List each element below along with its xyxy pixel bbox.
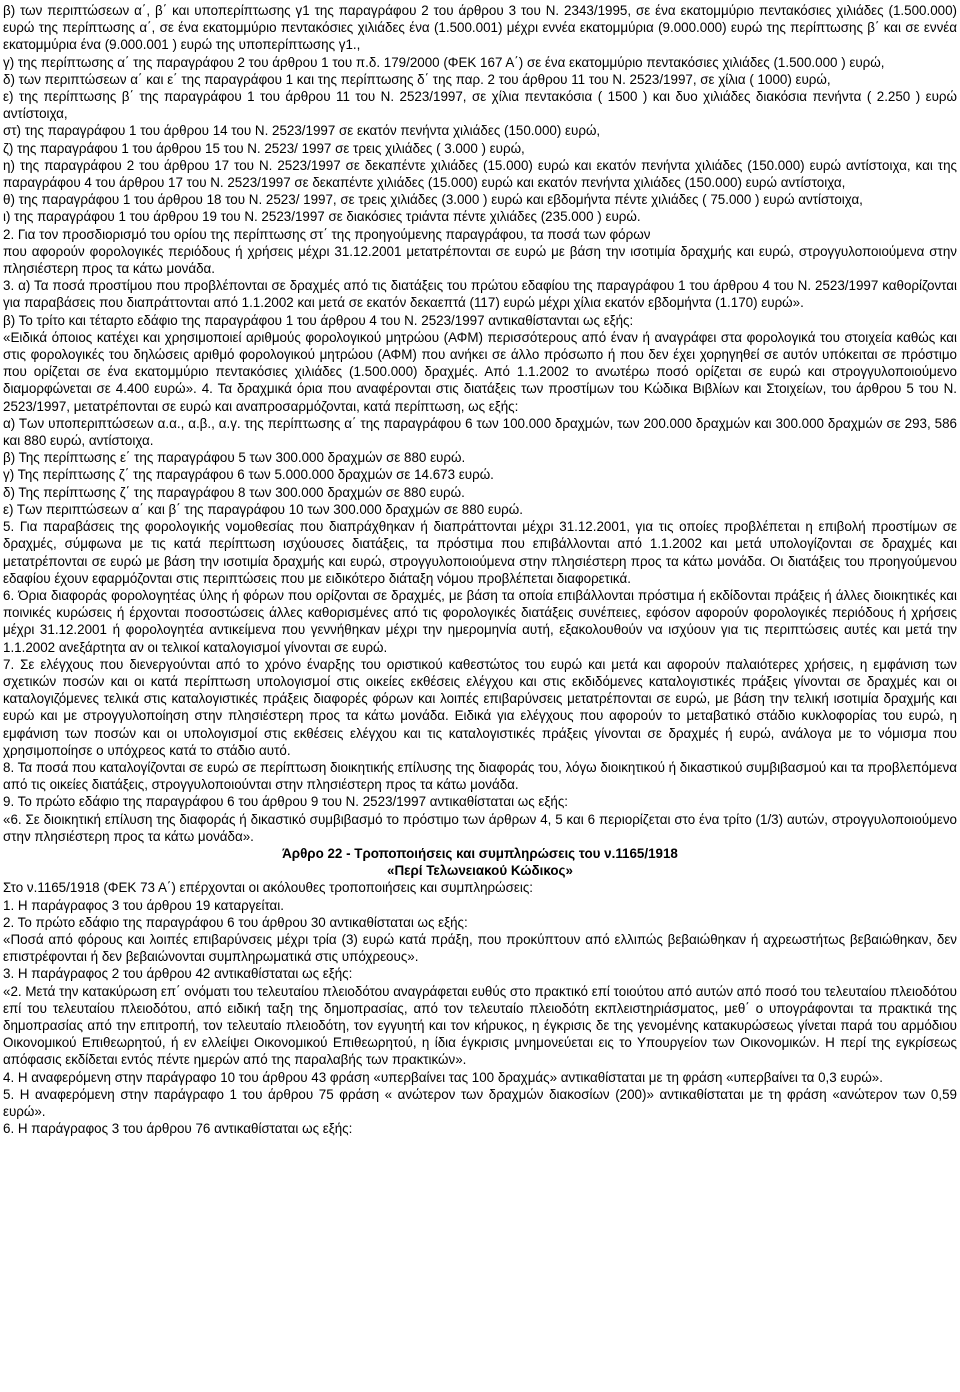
paragraph: 4. Η αναφερόμενη στην παράγραφο 10 του άρθρου 43 φράση «υπερβαίνει τας 100 δραχμάς» αντικαθίσταται με τη φράση «υπερβαίνει τα 0,3 ευρώ». bbox=[3, 1069, 883, 1085]
paragraph: 7. Σε ελέγχους που διενεργούνται από το χρόνο έναρξης του οριστικού καθεστώτος του ευρώ και μετά και αφορούν παλαιότερες χρήσεις, η εμφάνιση των σχετικών ποσών και οι κατά περίπτωση υπολογισμοί στις οικείες εκθέσεις ελέγχου και στις εκδιδόμενες καταλογιστικές πράξεις γίνονται σε δραχμές και οι καταλογιζόμενες τελικά στις καταλογιστικές πράξεις διαφορές φόρων και λοιπές επιβαρύνσεις μετατρέπονται σε ευρώ, με βάση την τελική ισοτιμία δραχμής και ευρώ και με στρογγυλοποίηση στην πλησιέστερη προς τα κάτω μονάδα. Ειδικά για ελέγχους που αφορούν το μεταβατικό στάδιο κυκλοφορίας του ευρώ, η εμφάνιση των ποσών και οι υπολογισμοί στις εκθέσεις ελέγχου και τις καταλογιστικές πράξεις γίνονται σε δραχμές ή ευρώ, ανάλογα με το νόμισμα που χρησιμοποίησε ο υπόχρεος κατά το στάδιο αυτό. bbox=[3, 656, 957, 758]
paragraph: «6. Σε διοικητική επίλυση της διαφοράς ή δικαστικό συμβιβασμό το πρόστιμο των άρθρων 4, 5 και 6 περιορίζεται στο ένα τρίτο (1/3) αυτών, στρογγυλοποιούμενο στην πλησιέστερη προς τα κάτω μονάδα». bbox=[3, 811, 957, 844]
paragraph: ζ) της παραγράφου 1 του άρθρου 15 του Ν. 2523/ 1997 σε τρεις χιλιάδες ( 3.000 ) ευρώ, bbox=[3, 140, 525, 156]
paragraph: γ) της περίπτωσης α΄ της παραγράφου 2 του άρθρου 1 του π.δ. 179/2000 (ΦΕΚ 167 Α΄) σε ένα εκατομμύριο πεντακόσιες χιλιάδες (1.500.000 ) ευρώ, bbox=[3, 54, 885, 70]
article-heading: «Περί Τελωνειακού Κώδικος» bbox=[387, 863, 573, 879]
paragraph: δ) των περιπτώσεων α΄ και ε΄ της παραγράφου 1 και της περίπτωσης δ΄ της παρ. 2 του άρθρου 11 του Ν. 2523/1997, σε χίλια ( 1000) ευρώ, bbox=[3, 71, 831, 87]
paragraph: γ) Της περίπτωσης ζ΄ της παραγράφου 6 των 5.000.000 δραχμών σε 14.673 ευρώ. bbox=[3, 467, 494, 483]
paragraph: «Ποσά από φόρους και λοιπές επιβαρύνσεις μέχρι τρία (3) ευρώ κατά πράξη, που προκύπτουν από ελλιπώς βεβαιώθηκαν ή αχρεωστήτως βεβαιώθηκαν, δεν επιστρέφονται ή δεν βεβαιώνονται συμπληρωματικά στις υπόχρεους». bbox=[3, 931, 957, 965]
paragraph: β) Της περίπτωσης ε΄ της παραγράφου 5 των 300.000 δραχμών σε 880 ευρώ. bbox=[3, 450, 466, 466]
paragraph: 2. Για τον προσδιορισμό του ορίου της περίπτωσης στ΄ της προηγούμενης παραγράφου, τα ποσά των φόρων bbox=[3, 226, 651, 242]
paragraph: 3. α) Τα ποσά προστίμου που προβλέπονται σε δραχμές από τις διατάξεις του πρώτου εδαφίου της παραγράφου 1 του άρθρου 4 του Ν. 2523/1997 καθορίζονται για παραβάσεις που διαπράττονται από 1.1.2002 και μετά σε εκατόν δεκαεπτά (117) ευρώ μέχρι χίλια εκατόν εβδομήντα (1.170) ευρώ». bbox=[3, 278, 957, 311]
paragraph: 8. Τα ποσά που καταλογίζονται σε ευρώ σε περίπτωση διοικητικής επίλυσης της διαφοράς του, λόγω διοικητικού ή δικαστικού συμβιβασμού και τα προβλεπόμενα από τις οικείες διατάξεις, στρογγυλοποιούνται στην πλησιέστερη προς τα κάτω μονάδα. bbox=[3, 759, 957, 793]
paragraph: «Ειδικά όποιος κατέχει και χρησιμοποιεί αριθμούς φορολογικού μητρώου (ΑΦΜ) περισσότερους από έναν ή αναγράφει στα φορολογικά του στοιχεία καθώς και στις φορολογικές του δηλώσεις αριθμό φορολογικού μητρώου (ΑΦΜ) που ανήκει σε άλλο πρόσωπο ή που δεν έχει χορηγηθεί σε αυτόν υπόκειται σε πρόστιμο που ορίζεται σε ένα εκατομμύριο πεντακόσιες χιλιάδες (1.500.000) δραχμές. Από 1.1.2002 το ανωτέρω ποσό ορίζεται σε ευρώ και στρογγυλοποιούμενο διαμορφώνεται σε 4.400 ευρώ». 4. Τα δραχμικά όρια που αναφέρονται στις διατάξεις των προστίμων του Κώδικα Βιβλίων και Στοιχείων, του άρθρου 5 του Ν. 2523/1997, μετατρέπονται σε ευρώ και αναπροσαρμόζονται, κατά περίπτωση, ως εξής: bbox=[3, 329, 957, 414]
paragraph: που αφορούν φορολογικές περιόδους ή χρήσεις μέχρι 31.12.2001 μετατρέπονται σε ευρώ με βάση την ισοτιμία δραχμής και ευρώ, στρογγυλοποιούμενα στην πλησιέστερη προς τα κάτω μονάδα. bbox=[3, 243, 957, 277]
paragraph: ι) της παραγράφου 1 του άρθρου 19 του Ν. 2523/1997 σε διακόσιες τριάντα πέντε χιλιάδες (235.000 ) ευρώ. bbox=[3, 209, 641, 225]
paragraph: η) της παραγράφου 2 του άρθρου 17 του Ν. 2523/1997 σε δεκαπέντε χιλιάδες (15.000) ευρώ και εκατόν πενήντα χιλιάδες (150.000) ευρώ αντίστοιχα, και της παραγράφου 4 του άρθρου 17 του Ν. 2523/1997 σε δεκαπέντε χιλιάδες (15.000) ευρώ και εκατόν πενήντα χιλιάδες (150.000) ευρώ αντίστοιχα, bbox=[3, 157, 957, 191]
paragraph: α) Των υποπεριπτώσεων α.α., α.β., α.γ. της περίπτωσης α΄ της παραγράφου 6 των 100.000 δραχμών, των 200.000 δραχμών και 300.000 δραχμών σε 293, 586 και 880 ευρώ, αντίστοιχα. bbox=[3, 415, 957, 449]
paragraph: ε) Των περιπτώσεων α΄ και β΄ της παραγράφου 10 των 300.000 δραχμών σε 880 ευρώ. bbox=[3, 501, 523, 517]
paragraph: στ) της παραγράφου 1 του άρθρου 14 του Ν. 2523/1997 σε εκατόν πενήντα χιλιάδες (150.000) ευρώ, bbox=[3, 123, 601, 139]
paragraph: δ) Της περίπτωσης ζ΄ της παραγράφου 8 των 300.000 δραχμών σε 880 ευρώ. bbox=[3, 484, 465, 500]
paragraph: θ) της παραγράφου 1 του άρθρου 18 του Ν. 2523/ 1997, σε τρεις χιλιάδες (3.000 ) ευρώ και εβδομήντα πέντε χιλιάδες ( 75.000 ) ευρώ αντίστοιχα, bbox=[3, 192, 863, 208]
article-heading: Άρθρο 22 - Τροποποιήσεις και συμπληρώσεις του ν.1165/1918 bbox=[282, 845, 678, 861]
paragraph: 9. Το πρώτο εδάφιο της παραγράφου 6 του άρθρου 9 του Ν. 2523/1997 αντικαθίσταται ως εξής: bbox=[3, 794, 569, 810]
paragraph: «2. Μετά την κατακύρωση επ΄ ονόματι του τελευταίου πλειοδότου αναγράφεται ευθύς στο πρακτικό επί τοιούτου από αυτών από ποσό του τελευταίου πλειοδότου επί του τελευταίου πλειοδότου, από ειδική ταξη της δημοπρασίας, από τον τελευταίο πλειοδότη εκπλειστηριάσματος, μεθ΄ ο υπογράφονται τα πρακτικά της δημοπρασίας από την επιτροπή, τον τελευταίο πλειοδότη, τον εγγυητή και τον κήρυκος, η έγκρισις δε της γενομένης κατακυρώσεως γίνεται παρά του αρμόδιου Οικονομικού Επιθεωρητού, ή εν ελλείψει Οικονομικού Επιθεωρητού, η ίδια έγκρισις μνημονεύεται εις το Υπουργείον των Οικονομικών. Η περί της εγκρίσεως απόφασις εκδίδεται εντός πέντε ημερών από της παραλαβής των πρακτικών». bbox=[3, 983, 957, 1068]
paragraph: 5. Η αναφερόμενη στην παράγραφο 1 του άρθρου 75 φράση « ανώτερον των δραχμών διακοσίων (200)» αντικαθίσταται με τη φράση «ανώτερον των 0,59 ευρώ». bbox=[3, 1086, 957, 1119]
paragraph: β) των περιπτώσεων α΄, β΄ και υποπερίπτωσης γ1 της παραγράφου 2 του άρθρου 3 του Ν. 2343/1995, σε ένα εκατομμύριο πεντακόσιες χιλιάδες (1.500.000) ευρώ της περίπτωσης α΄, σε ένα εκατομμύριο πεντακόσιες χιλιάδες ένα (1.500.001) μέχρι εννέα εκατομμύρια (9.000.000) ευρώ της περίπτωσης β΄ και σε εννέα εκατομμύρια ένα (9.000.001 ) ευρώ της υποπερίπτωσης γ1., bbox=[3, 3, 957, 53]
paragraph: 2. Το πρώτο εδάφιο της παραγράφου 6 του άρθρου 30 αντικαθίσταται ως εξής: bbox=[3, 914, 468, 930]
paragraph: 5. Για παραβάσεις της φορολογικής νομοθεσίας που διαπράχθηκαν ή διαπράττονται μέχρι 31.12.2001, για τις οποίες προβλέπεται η επιβολή προστίμων σε δραχμές, σύμφωνα με τις κατά περίπτωση ισχύουσες διατάξεις, τα πρόστιμα που επιβάλλονται από 1.1.2002 και μετά υπολογίζονται σε δραχμές και μετατρέπονται σε ευρώ με βάση την ισοτιμία δραχμής και ευρώ, στρογγυλοποιούμενα στην πλησιέστερη προς τα κάτω μονάδα. Οι διατάξεις του προηγούμενου εδαφίου έχουν εφαρμόζονται στις περιπτώσεις που με ειδικότερο διάταξη νόμου προβλέπεται διαφορετικά. bbox=[3, 519, 957, 586]
paragraph: Στο ν.1165/1918 (ΦΕΚ 73 Α΄) επέρχονται οι ακόλουθες τροποποιήσεις και συμπληρώσεις: bbox=[3, 880, 533, 896]
paragraph: 6. Η παράγραφος 3 του άρθρου 76 αντικαθίσταται ως εξής: bbox=[3, 1121, 353, 1137]
paragraph: 3. Η παράγραφος 2 του άρθρου 42 αντικαθίσταται ως εξής: bbox=[3, 966, 353, 982]
paragraph: ε) της περίπτωσης β΄ της παραγράφου 1 του άρθρου 11 του Ν. 2523/1997, σε χίλια πεντακόσια ( 1500 ) και δυο χιλιάδες διακόσια πενήντα ( 2.250 ) ευρώ αντίστοιχα, bbox=[3, 89, 957, 122]
paragraph: β) Το τρίτο και τέταρτο εδάφιο της παραγράφου 1 του άρθρου 4 του Ν. 2523/1997 αντικαθίστανται ως εξής: bbox=[3, 312, 634, 328]
paragraph: 6. Όρια διαφοράς φορολογητέας ύλης ή φόρων που ορίζονται σε δραχμές, με βάση τα οποία επιβάλλονται πρόστιμα ή εκδίδονται πράξεις ή άλλες διοικητικές και ποινικές κυρώσεις ή έρχονται ποσοστώσεις άλλες καθορισμένες από τις φορολογικές διατάξεις συνέπειες, εφόσον αφορούν φορολογικές περιόδους ή χρήσεις μέχρι 31.12.2001 ή φορολογητέα αντικείμενα που γεννήθηκαν μέχρι την ημερομηνία αυτή, εξακολουθούν να ισχύουν για τις περιπτώσεις αυτές και μετά την 1.1.2002 ανεξάρτητα αν οι τελικοί καταλογισμοί γίνονται σε ευρώ. bbox=[3, 587, 957, 655]
paragraph: 1. Η παράγραφος 3 του άρθρου 19 καταργείται. bbox=[3, 897, 284, 913]
